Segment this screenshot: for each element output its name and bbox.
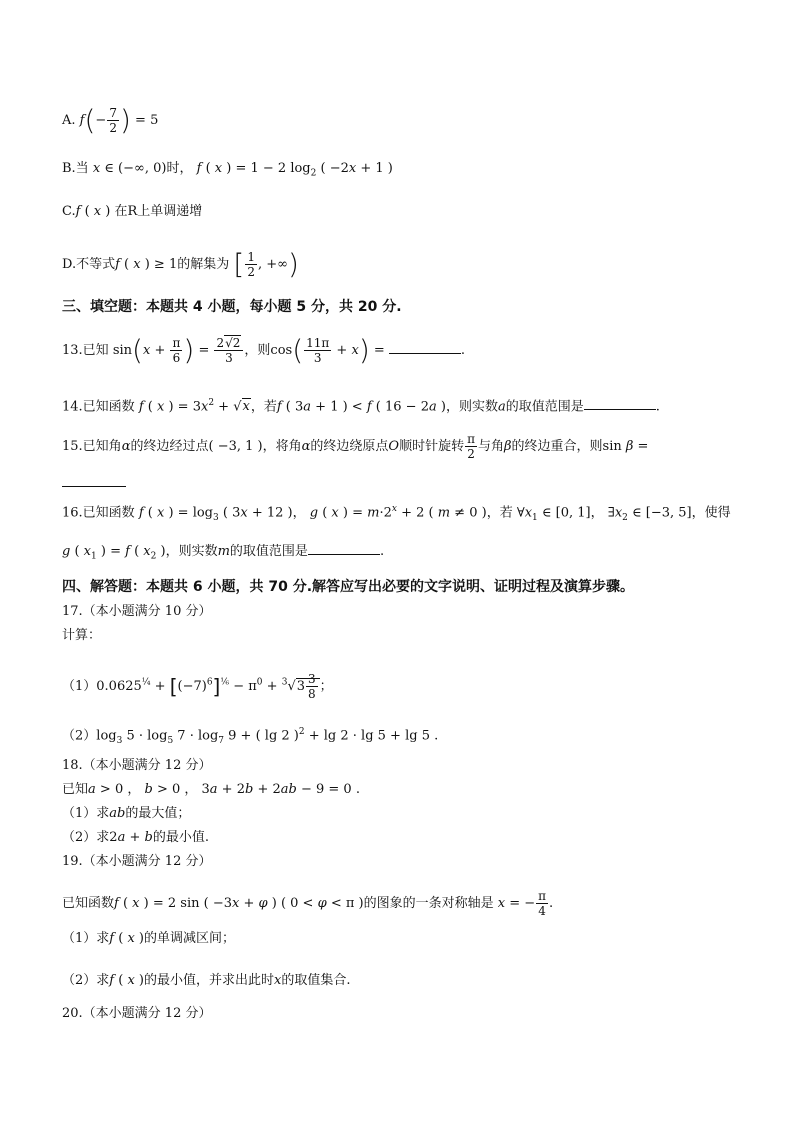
question-18-part-1: （1）求ab的最大值； (62, 806, 191, 821)
question-19-part-1: （1）求f ( x )的单调减区间； (62, 931, 236, 946)
question-16: 16.已知函数 f ( x ) = $\log_3$ ( 3x + 12 )， g ( x ) = $m\cdot 2^x + 2$ ( m ≠ 0 )，若 $\forall x_1$ ∈ [0, 1]， $\exists x_2$ ∈ [−3, 5]，使得 (62, 504, 731, 523)
answer-blank[interactable] (389, 341, 461, 354)
question-17-part-1: $(1)0.0625^{\frac{1}{4}} + [(-7)^6]^{\frac{1}{6}} - \pi^0 + ^3√3$ $\frac{3}{8}$ ； (62, 672, 333, 701)
question-15-blank-line (62, 474, 126, 493)
question-17-intro: 计算： (62, 628, 102, 643)
question-20-title: 20.（本小题满分 12 分） (62, 1006, 212, 1021)
question-16-line-2: g ( $x_1$ ) = f ( $x_2$ )，则实数m的取值范围是 . (62, 544, 385, 562)
question-14: 14.已知函数 f ( x ) = $3x^2 + √x$，若f ( 3a + 1 ) < f ( 16 − 2a )，则实数a的取值范围是 . (62, 398, 660, 415)
question-19-part-2: （2）求f ( x )的最小值，并求出此时x的取值集合. (62, 973, 351, 988)
option-d: D.不等式f ( x ) ≥ 1的解集为 [ $\frac{1}{2}$ , +∞) (62, 247, 299, 281)
option-c: C.f ( x ) 在R上单调递增 (62, 204, 203, 219)
question-19-title: 19.（本小题满分 12 分） (62, 854, 212, 869)
answer-blank[interactable] (308, 542, 380, 555)
answer-blank[interactable] (584, 397, 656, 410)
question-18-title: 18.（本小题满分 12 分） (62, 758, 212, 773)
answer-blank[interactable] (62, 474, 126, 487)
question-17-part-2: $(2)\log_3$ $5 \cdot \log_5 7 \cdot \log_7 9$ + ( lg 2 )$^2$ + lg 2 · lg 5 + lg 5 . (62, 727, 439, 746)
question-18-condition: 已知a > 0 ， b > 0 ， 3a + 2b + 2ab − 9 = 0 . (62, 782, 360, 797)
option-a: A. f(− $\frac{7}{2}$ ) = 5 (62, 103, 159, 137)
section-3-heading: 三、填空题：本题共 4 小题，每小题 5 分，共 20 分. (62, 299, 402, 315)
option-b: B.当 x ∈ (−∞, 0)时， f ( x ) = 1 − 2 $\log_2$ ( −2x + 1 ) (62, 161, 393, 179)
section-4-heading: 四、解答题：本题共 6 小题，共 70 分.解答应写出必要的文字说明、证明过程及演算步骤。 (62, 579, 635, 595)
question-19-condition: 已知函数f ( x ) = 2 sin ( −3x + φ ) ( 0 < φ < π )的图象的一条对称轴是 x = − $\frac{\pi}{4}$ . (62, 889, 554, 918)
question-18-part-2: （2）求2a + b的最小值. (62, 830, 209, 845)
question-17-title: 17.（本小题满分 10 分） (62, 604, 212, 619)
question-15: 15.已知角α的终边经过点( −3, 1 )，将角α的终边绕原点O顺时针旋转 $\frac{\pi}{2}$ 与角β的终边重合，则sin β = (62, 432, 649, 461)
question-13: 13.已知 sin(x + $\frac{\pi}{6}$ ) = $\frac{2√2}{3}$ ，则cos( $\frac{11\pi}{3}$ + x) = . (62, 333, 466, 367)
